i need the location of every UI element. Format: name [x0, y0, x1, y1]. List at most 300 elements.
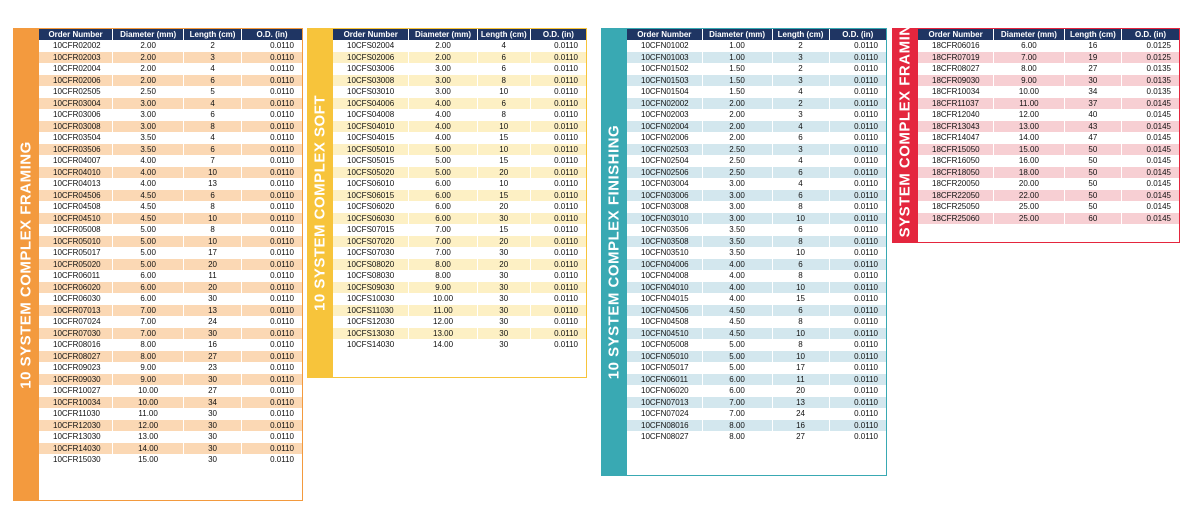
table-row	[333, 109, 586, 121]
order-number-cell: 10CFR06011	[39, 270, 113, 282]
diameter-cell: 6.00	[113, 270, 184, 282]
section-title-band	[601, 28, 627, 476]
order-number-cell: 18CFR25050	[918, 201, 994, 213]
diameter-cell: 1.50	[702, 86, 772, 98]
table-row	[627, 328, 886, 340]
table-row	[627, 397, 886, 409]
order-number-cell: 10CFN07013	[627, 397, 702, 409]
diameter-cell: 9.00	[113, 374, 184, 386]
length-cell: 3	[772, 109, 829, 121]
od-cell: 0.0110	[241, 362, 302, 374]
order-number-cell: 10CFS09030	[333, 282, 409, 294]
length-cell: 6	[772, 190, 829, 202]
table-row	[918, 98, 1179, 110]
length-cell: 50	[1064, 144, 1121, 156]
length-cell: 20	[477, 167, 530, 179]
od-cell: 0.0110	[241, 52, 302, 64]
length-cell: 60	[1064, 213, 1121, 225]
diameter-cell: 5.00	[409, 167, 477, 179]
diameter-cell: 6.00	[409, 213, 477, 225]
order-number-cell: 10CFR04510	[39, 213, 113, 225]
diameter-cell: 4.00	[409, 98, 477, 110]
od-cell: 0.0110	[530, 270, 586, 282]
od-cell: 0.0110	[530, 282, 586, 294]
length-cell: 4	[184, 132, 242, 144]
diameter-cell: 6.00	[994, 40, 1064, 52]
table-row	[333, 224, 586, 236]
table-row	[39, 293, 302, 305]
table-row	[333, 144, 586, 156]
table-row	[333, 121, 586, 133]
order-number-cell: 10CFS07020	[333, 236, 409, 248]
column-header-diameter: Diameter (mm)	[113, 29, 184, 40]
order-number-cell: 10CFS08020	[333, 259, 409, 271]
length-cell: 27	[184, 385, 242, 397]
order-number-cell: 18CFR08027	[918, 63, 994, 75]
order-number-cell: 10CFS06030	[333, 213, 409, 225]
length-cell: 6	[184, 109, 242, 121]
length-cell: 15	[477, 224, 530, 236]
order-number-cell: 10CFN03010	[627, 213, 702, 225]
table-row	[39, 316, 302, 328]
table-row	[39, 132, 302, 144]
diameter-cell: 8.00	[409, 270, 477, 282]
od-cell: 0.0110	[829, 63, 886, 75]
diameter-cell: 12.00	[994, 109, 1064, 121]
order-number-cell: 10CFN03508	[627, 236, 702, 248]
table-row	[627, 339, 886, 351]
order-number-cell: 10CFR06030	[39, 293, 113, 305]
diameter-cell: 6.00	[702, 374, 772, 386]
length-cell: 30	[477, 339, 530, 351]
table-row	[39, 339, 302, 351]
order-number-cell: 10CFR06020	[39, 282, 113, 294]
table-row	[333, 201, 586, 213]
order-number-cell: 10CFN04010	[627, 282, 702, 294]
od-cell: 0.0110	[530, 109, 586, 121]
length-cell: 4	[772, 86, 829, 98]
diameter-cell: 5.00	[702, 362, 772, 374]
order-number-cell: 10CFN04015	[627, 293, 702, 305]
length-cell: 24	[772, 408, 829, 420]
od-cell: 0.0110	[241, 63, 302, 75]
od-cell: 0.0110	[241, 431, 302, 443]
table-row	[39, 351, 302, 363]
od-cell: 0.0110	[829, 75, 886, 87]
od-cell: 0.0110	[530, 259, 586, 271]
length-cell: 13	[184, 178, 242, 190]
section-title-band	[307, 28, 333, 378]
diameter-cell: 2.50	[113, 86, 184, 98]
length-cell: 30	[477, 316, 530, 328]
order-number-cell: 10CFN03004	[627, 178, 702, 190]
diameter-cell: 22.00	[994, 190, 1064, 202]
length-cell: 30	[477, 328, 530, 340]
table-row	[627, 40, 886, 52]
column-header-od: O.D. (in)	[530, 29, 586, 40]
length-cell: 6	[184, 75, 242, 87]
length-cell: 3	[184, 52, 242, 64]
order-number-cell: 10CFR10034	[39, 397, 113, 409]
column-header-od: O.D. (in)	[241, 29, 302, 40]
table-row	[627, 52, 886, 64]
length-cell: 10	[772, 328, 829, 340]
od-cell: 0.0110	[530, 316, 586, 328]
column-header-order-number: Order Number	[918, 29, 994, 40]
diameter-cell: 1.50	[702, 75, 772, 87]
diameter-cell: 11.00	[994, 98, 1064, 110]
order-number-cell: 10CFS02006	[333, 52, 409, 64]
length-cell: 6	[772, 132, 829, 144]
table-row	[39, 282, 302, 294]
length-cell: 27	[772, 431, 829, 443]
order-number-cell: 10CFR03008	[39, 121, 113, 133]
od-cell: 0.0110	[530, 155, 586, 167]
table-row	[918, 201, 1179, 213]
length-cell: 8	[772, 270, 829, 282]
length-cell: 6	[477, 63, 530, 75]
diameter-cell: 10.00	[113, 397, 184, 409]
diameter-cell: 7.00	[409, 236, 477, 248]
od-cell: 0.0110	[241, 420, 302, 432]
order-number-cell: 10CFS13030	[333, 328, 409, 340]
length-cell: 50	[1064, 167, 1121, 179]
table-row	[39, 305, 302, 317]
od-cell: 0.0110	[829, 178, 886, 190]
length-cell: 20	[772, 385, 829, 397]
diameter-cell: 3.00	[113, 121, 184, 133]
table-row	[333, 247, 586, 259]
length-cell: 8	[184, 201, 242, 213]
order-number-cell: 10CFN06020	[627, 385, 702, 397]
diameter-cell: 2.00	[702, 109, 772, 121]
length-cell: 8	[184, 224, 242, 236]
diameter-cell: 4.50	[113, 190, 184, 202]
length-cell: 17	[184, 247, 242, 259]
table-row	[627, 236, 886, 248]
od-cell: 0.0145	[1122, 167, 1179, 179]
order-number-cell: 10CFN03506	[627, 224, 702, 236]
table-row	[333, 155, 586, 167]
table-row	[333, 132, 586, 144]
length-cell: 4	[477, 40, 530, 52]
od-cell: 0.0110	[530, 339, 586, 351]
order-number-cell: 18CFR22050	[918, 190, 994, 202]
length-cell: 7	[184, 155, 242, 167]
diameter-cell: 13.00	[113, 431, 184, 443]
order-number-cell: 10CFR09030	[39, 374, 113, 386]
length-cell: 4	[184, 98, 242, 110]
od-cell: 0.0110	[241, 132, 302, 144]
diameter-cell: 3.50	[113, 144, 184, 156]
table-row	[627, 305, 886, 317]
diameter-cell: 6.00	[113, 293, 184, 305]
length-cell: 6	[477, 98, 530, 110]
diameter-cell: 2.00	[113, 40, 184, 52]
order-number-cell: 10CFR04508	[39, 201, 113, 213]
order-number-cell: 10CFN01504	[627, 86, 702, 98]
od-cell: 0.0110	[829, 408, 886, 420]
diameter-cell: 4.50	[702, 316, 772, 328]
diameter-cell: 10.00	[409, 293, 477, 305]
table-row	[39, 362, 302, 374]
length-cell: 50	[1064, 190, 1121, 202]
length-cell: 10	[184, 167, 242, 179]
order-number-cell: 10CFR07013	[39, 305, 113, 317]
table-row	[918, 75, 1179, 87]
length-cell: 40	[1064, 109, 1121, 121]
length-cell: 10	[184, 213, 242, 225]
diameter-cell: 4.50	[113, 201, 184, 213]
table-row	[627, 63, 886, 75]
diameter-cell: 2.00	[409, 40, 477, 52]
diameter-cell: 2.00	[113, 75, 184, 87]
table-row	[333, 236, 586, 248]
diameter-cell: 3.50	[702, 247, 772, 259]
order-number-cell: 10CFR02006	[39, 75, 113, 87]
table-row	[39, 213, 302, 225]
length-cell: 30	[477, 305, 530, 317]
order-number-cell: 10CFS02004	[333, 40, 409, 52]
table-row	[627, 293, 886, 305]
length-cell: 27	[1064, 63, 1121, 75]
diameter-cell: 7.00	[702, 408, 772, 420]
diameter-cell: 12.00	[409, 316, 477, 328]
table-row	[39, 109, 302, 121]
length-cell: 6	[772, 259, 829, 271]
table-row	[39, 144, 302, 156]
od-cell: 0.0110	[530, 224, 586, 236]
length-cell: 6	[184, 144, 242, 156]
diameter-cell: 11.00	[113, 408, 184, 420]
table-row	[39, 431, 302, 443]
order-number-cell: 10CFR05020	[39, 259, 113, 271]
product-table	[39, 29, 302, 466]
table-row	[918, 109, 1179, 121]
length-cell: 3	[772, 52, 829, 64]
diameter-cell: 7.00	[409, 224, 477, 236]
table-row	[627, 374, 886, 386]
diameter-cell: 6.00	[113, 282, 184, 294]
order-number-cell: 10CFR15030	[39, 454, 113, 466]
table-row	[39, 40, 302, 52]
column-header-diameter: Diameter (mm)	[702, 29, 772, 40]
od-cell: 0.0110	[829, 397, 886, 409]
length-cell: 43	[1064, 121, 1121, 133]
diameter-cell: 5.00	[409, 155, 477, 167]
diameter-cell: 4.00	[702, 282, 772, 294]
order-number-cell: 10CFN01502	[627, 63, 702, 75]
table-row	[39, 98, 302, 110]
od-cell: 0.0110	[829, 109, 886, 121]
order-number-cell: 18CFR12040	[918, 109, 994, 121]
length-cell: 16	[184, 339, 242, 351]
order-number-cell: 18CFR06016	[918, 40, 994, 52]
od-cell: 0.0110	[829, 374, 886, 386]
table-row	[39, 443, 302, 455]
table-row	[333, 305, 586, 317]
od-cell: 0.0110	[829, 259, 886, 271]
length-cell: 2	[772, 63, 829, 75]
od-cell: 0.0145	[1122, 213, 1179, 225]
od-cell: 0.0110	[241, 40, 302, 52]
od-cell: 0.0135	[1122, 63, 1179, 75]
diameter-cell: 7.00	[994, 52, 1064, 64]
order-number-cell: 18CFR18050	[918, 167, 994, 179]
length-cell: 2	[184, 40, 242, 52]
od-cell: 0.0145	[1122, 144, 1179, 156]
od-cell: 0.0110	[530, 201, 586, 213]
diameter-cell: 14.00	[994, 132, 1064, 144]
length-cell: 6	[772, 224, 829, 236]
order-number-cell: 10CFN02006	[627, 132, 702, 144]
table-row	[39, 420, 302, 432]
length-cell: 20	[477, 236, 530, 248]
order-number-cell: 10CFS04010	[333, 121, 409, 133]
table-row	[918, 155, 1179, 167]
diameter-cell: 4.00	[113, 167, 184, 179]
diameter-cell: 3.50	[113, 132, 184, 144]
section-complex-finishing-10	[601, 28, 887, 476]
od-cell: 0.0110	[829, 293, 886, 305]
order-number-cell: 18CFR10034	[918, 86, 994, 98]
od-cell: 0.0110	[829, 224, 886, 236]
diameter-cell: 3.00	[702, 190, 772, 202]
diameter-cell: 6.00	[702, 385, 772, 397]
od-cell: 0.0110	[530, 121, 586, 133]
table-row	[627, 431, 886, 443]
table-row	[627, 167, 886, 179]
od-cell: 0.0110	[241, 328, 302, 340]
order-number-cell: 10CFN04506	[627, 305, 702, 317]
diameter-cell: 14.00	[113, 443, 184, 455]
order-number-cell: 10CFR07024	[39, 316, 113, 328]
length-cell: 2	[772, 98, 829, 110]
order-number-cell: 10CFN05008	[627, 339, 702, 351]
diameter-cell: 20.00	[994, 178, 1064, 190]
order-number-cell: 10CFS08030	[333, 270, 409, 282]
diameter-cell: 4.00	[409, 109, 477, 121]
table-row	[627, 155, 886, 167]
od-cell: 0.0110	[829, 339, 886, 351]
order-number-cell: 18CFR07019	[918, 52, 994, 64]
order-number-cell: 10CFR03504	[39, 132, 113, 144]
order-number-cell: 10CFN03008	[627, 201, 702, 213]
diameter-cell: 10.00	[994, 86, 1064, 98]
od-cell: 0.0135	[1122, 86, 1179, 98]
diameter-cell: 8.00	[994, 63, 1064, 75]
table-row	[627, 190, 886, 202]
order-number-cell: 10CFR09023	[39, 362, 113, 374]
diameter-cell: 4.00	[702, 293, 772, 305]
od-cell: 0.0145	[1122, 201, 1179, 213]
length-cell: 11	[772, 374, 829, 386]
order-number-cell: 18CFR13043	[918, 121, 994, 133]
table-row	[39, 190, 302, 202]
table-row	[333, 75, 586, 87]
od-cell: 0.0110	[241, 109, 302, 121]
length-cell: 30	[184, 431, 242, 443]
table-row	[627, 86, 886, 98]
length-cell: 20	[184, 259, 242, 271]
od-cell: 0.0110	[241, 86, 302, 98]
length-cell: 10	[772, 282, 829, 294]
od-cell: 0.0110	[530, 40, 586, 52]
diameter-cell: 5.00	[702, 339, 772, 351]
diameter-cell: 3.50	[702, 236, 772, 248]
table-row	[333, 40, 586, 52]
diameter-cell: 4.00	[113, 178, 184, 190]
diameter-cell: 25.00	[994, 213, 1064, 225]
length-cell: 10	[184, 236, 242, 248]
table-row	[627, 132, 886, 144]
length-cell: 10	[477, 178, 530, 190]
diameter-cell: 14.00	[409, 339, 477, 351]
od-cell: 0.0110	[241, 270, 302, 282]
od-cell: 0.0110	[829, 40, 886, 52]
length-cell: 11	[184, 270, 242, 282]
length-cell: 8	[772, 339, 829, 351]
od-cell: 0.0110	[530, 52, 586, 64]
length-cell: 10	[772, 351, 829, 363]
length-cell: 30	[477, 247, 530, 259]
table-row	[918, 144, 1179, 156]
od-cell: 0.0110	[241, 408, 302, 420]
table-row	[918, 52, 1179, 64]
order-number-cell: 10CFN01002	[627, 40, 702, 52]
length-cell: 4	[772, 155, 829, 167]
order-number-cell: 18CFR20050	[918, 178, 994, 190]
order-number-cell: 10CFN01003	[627, 52, 702, 64]
table-row	[627, 420, 886, 432]
order-number-cell: 10CFN02004	[627, 121, 702, 133]
order-number-cell: 10CFR04007	[39, 155, 113, 167]
table-row	[333, 270, 586, 282]
table-row	[627, 224, 886, 236]
od-cell: 0.0110	[829, 121, 886, 133]
od-cell: 0.0110	[530, 132, 586, 144]
od-cell: 0.0110	[829, 236, 886, 248]
diameter-cell: 5.00	[113, 224, 184, 236]
table-row	[39, 385, 302, 397]
column-header-od: O.D. (in)	[1122, 29, 1179, 40]
order-number-cell: 10CFN06011	[627, 374, 702, 386]
length-cell: 37	[1064, 98, 1121, 110]
length-cell: 30	[477, 282, 530, 294]
order-number-cell: 10CFR08027	[39, 351, 113, 363]
table-row	[39, 247, 302, 259]
table-row	[627, 259, 886, 271]
order-number-cell: 10CFS07030	[333, 247, 409, 259]
table-row	[39, 408, 302, 420]
order-number-cell: 10CFS04006	[333, 98, 409, 110]
length-cell: 34	[1064, 86, 1121, 98]
order-number-cell: 10CFS03010	[333, 86, 409, 98]
order-number-cell: 10CFR02004	[39, 63, 113, 75]
order-number-cell: 18CFR15050	[918, 144, 994, 156]
order-number-cell: 18CFR16050	[918, 155, 994, 167]
diameter-cell: 7.00	[702, 397, 772, 409]
od-cell: 0.0110	[829, 385, 886, 397]
od-cell: 0.0110	[530, 63, 586, 75]
length-cell: 10	[772, 213, 829, 225]
order-number-cell: 10CFS03008	[333, 75, 409, 87]
length-cell: 6	[772, 305, 829, 317]
diameter-cell: 3.00	[409, 75, 477, 87]
table-row	[918, 63, 1179, 75]
diameter-cell: 2.50	[702, 167, 772, 179]
length-cell: 20	[477, 259, 530, 271]
